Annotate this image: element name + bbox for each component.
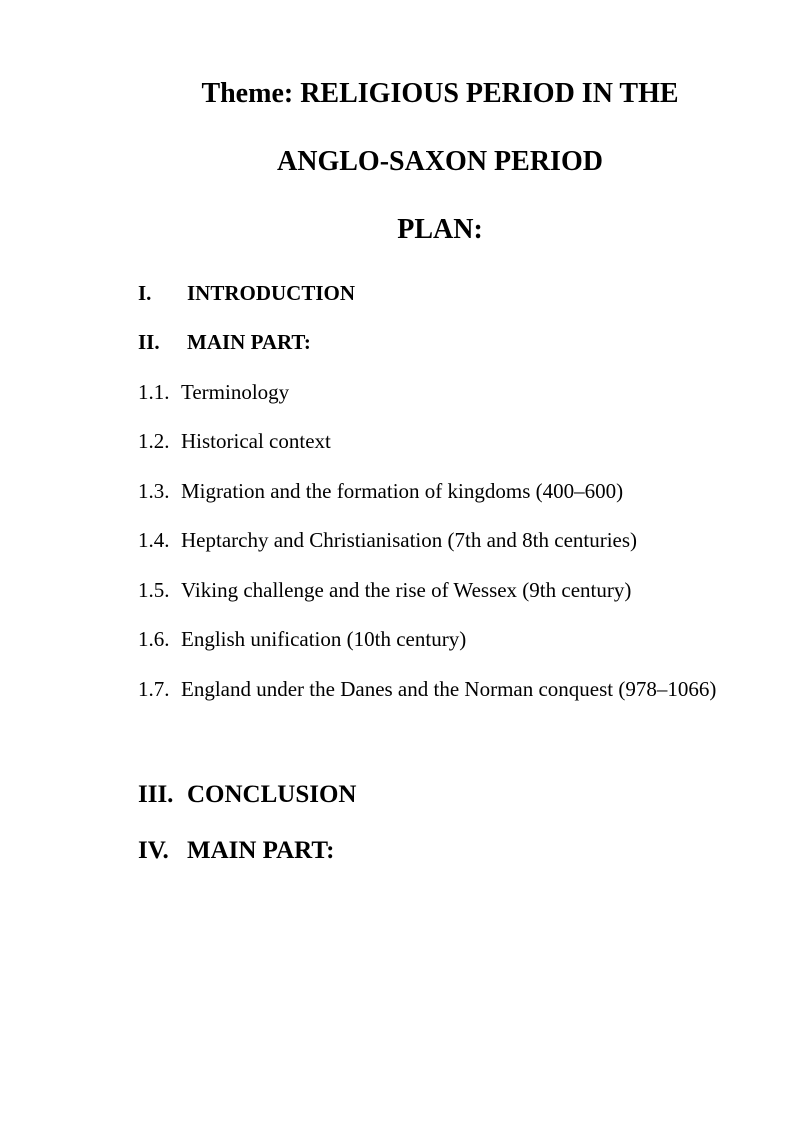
document-title-line-2: ANGLO-SAXON PERIOD <box>277 146 603 177</box>
subsection-number: 1.2. <box>138 429 170 453</box>
subsection-number: 1.4. <box>138 528 170 552</box>
subsection-label: Viking challenge and the rise of Wessex (9th century) <box>181 578 632 602</box>
section-number: III. <box>138 781 174 808</box>
section-label: CONCLUSION <box>187 781 357 808</box>
subsection-number: 1.5. <box>138 578 170 602</box>
section-number: II. <box>138 330 160 354</box>
subsection-number: 1.6. <box>138 627 170 651</box>
plan-heading: PLAN: <box>397 214 483 245</box>
document-title-line-1: Theme: RELIGIOUS PERIOD IN THE <box>201 78 679 109</box>
section-label: INTRODUCTION <box>187 281 356 305</box>
subsection-label: English unification (10th century) <box>181 627 467 651</box>
plan-subsection <box>138 677 716 701</box>
plan-subsection <box>138 528 637 552</box>
plan-subsection <box>138 578 631 602</box>
subsection-label: Terminology <box>181 380 290 404</box>
section-label: MAIN PART: <box>187 330 311 354</box>
plan-section-conclusion <box>138 781 356 809</box>
plan-subsection <box>138 380 289 404</box>
plan-section-main-part-2 <box>138 837 334 865</box>
subsection-number: 1.3. <box>138 479 170 503</box>
plan-subsection <box>138 627 466 651</box>
subsection-number: 1.7. <box>138 677 170 701</box>
section-number: I. <box>138 281 152 305</box>
subsection-number: 1.1. <box>138 380 170 404</box>
section-label: MAIN PART: <box>187 837 335 864</box>
plan-subsection <box>138 429 331 453</box>
subsection-label: Historical context <box>181 429 331 453</box>
subsection-label: Heptarchy and Christianisation (7th and 8th centuries) <box>181 528 638 552</box>
section-number: IV. <box>138 837 169 864</box>
subsection-label: Migration and the formation of kingdoms (400–600) <box>181 479 624 503</box>
plan-section-main-part <box>138 330 311 354</box>
plan-subsection <box>138 479 623 503</box>
subsection-label: England under the Danes and the Norman conquest (978–1066) <box>181 677 717 701</box>
plan-section-introduction <box>138 281 355 305</box>
